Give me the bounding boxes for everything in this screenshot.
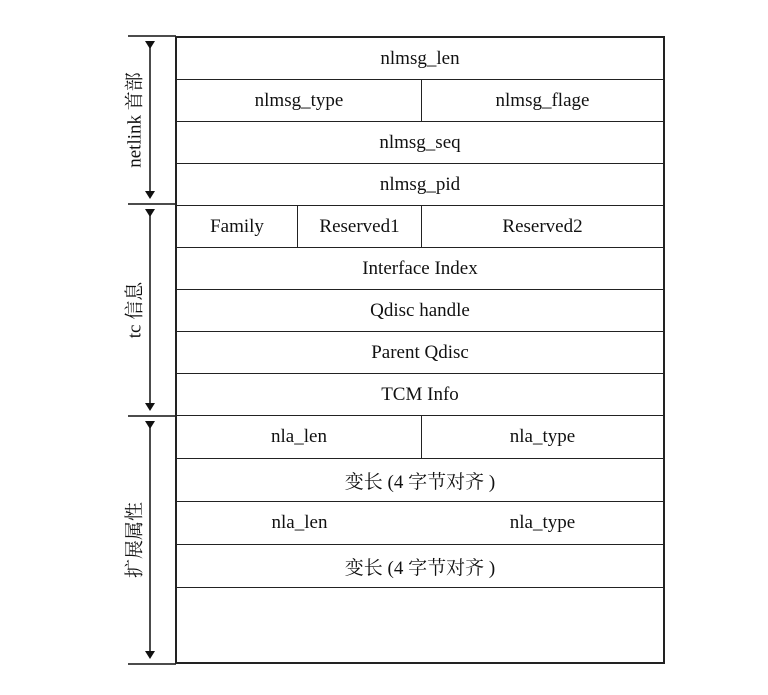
row-nla-1: [177, 416, 663, 459]
row-nlmsg-seq: [177, 122, 663, 164]
family-cell: Family: [177, 206, 298, 247]
parent-qdisc-cell: Parent Qdisc: [371, 341, 469, 363]
nla-type-cell-1: nla_type: [509, 426, 576, 447]
message-layout-box: [175, 36, 665, 664]
variable-length-cell-1: 变长 (4 字节对齐 ): [344, 471, 496, 493]
row-parent-qdisc: [177, 332, 663, 374]
nla-len-cell-1: nla_len: [177, 416, 422, 458]
nlmsg-flage-cell: nlmsg_flage: [495, 89, 590, 111]
section-label-netlink-header: netlink 首部: [124, 72, 146, 168]
nla-len-cell-2: nla_len: [271, 512, 328, 533]
row-family-reserved: [177, 206, 663, 248]
section-label-extended-attributes: 扩展属性: [123, 501, 146, 579]
row-nlmsg-pid: [177, 164, 663, 206]
reserved1-cell: Reserved1: [298, 206, 422, 247]
interface-index-cell: Interface Index: [362, 257, 478, 279]
nlmsg-len-cell: nlmsg_len: [380, 47, 460, 69]
row-empty-remainder: [177, 588, 663, 662]
row-variable-2: [177, 545, 663, 588]
nlmsg-seq-cell: nlmsg_seq: [379, 131, 461, 153]
row-qdisc-handle: [177, 290, 663, 332]
row-nla-2: [177, 502, 663, 545]
variable-length-cell-2: 变长 (4 字节对齐 ): [344, 557, 496, 579]
qdisc-handle-cell: Qdisc handle: [370, 299, 470, 321]
row-tcm-info: [177, 374, 663, 416]
tcm-info-cell: TCM Info: [381, 383, 459, 405]
nlmsg-pid-cell: nlmsg_pid: [379, 173, 461, 195]
row-nlmsg-len: [177, 38, 663, 80]
section-label-tc-info: tc 信息: [124, 281, 146, 339]
nla-type-cell-2: nla_type: [509, 512, 576, 533]
nlmsg-type-cell: nlmsg_type: [177, 80, 422, 121]
row-variable-1: [177, 459, 663, 502]
row-nlmsg-type-flage: [177, 80, 663, 122]
row-interface-index: [177, 248, 663, 290]
reserved2-cell: Reserved2: [502, 215, 583, 237]
